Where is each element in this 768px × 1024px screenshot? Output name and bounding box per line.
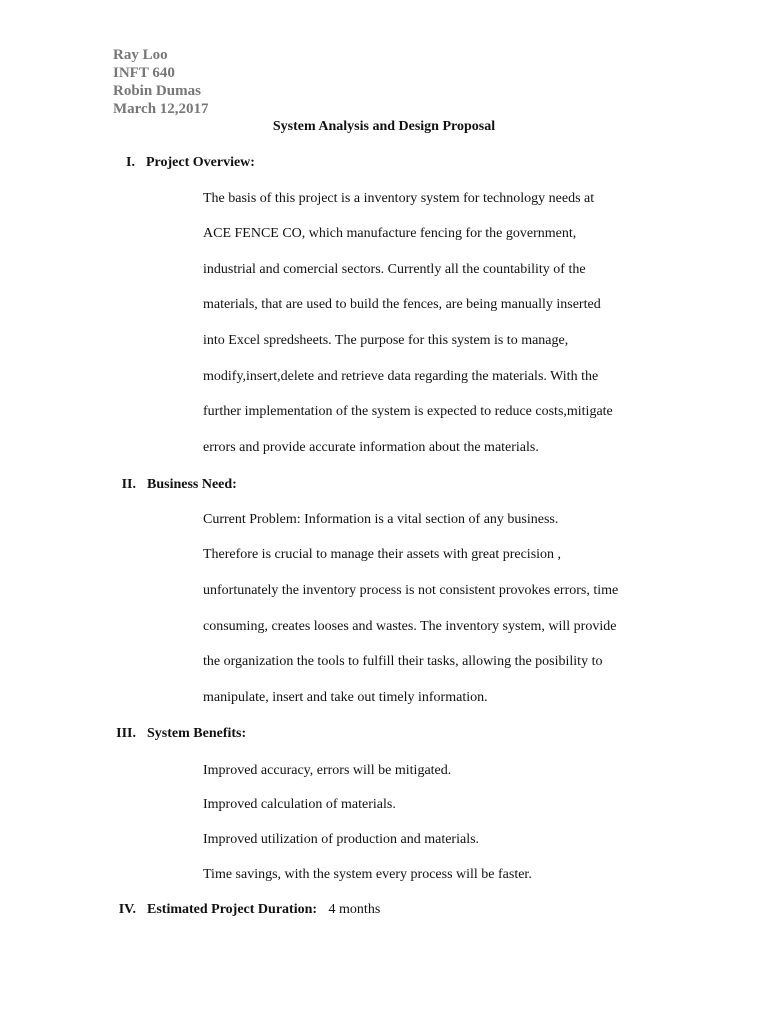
- section-heading-project-overview: [126, 155, 255, 171]
- section-title: Estimated Project Duration:: [147, 902, 318, 917]
- author-name: Ray Loo: [113, 47, 168, 63]
- paragraph-line: the organization the tools to fulfill their tasks, allowing the posibility to: [203, 654, 603, 669]
- section-numeral: I.: [126, 155, 135, 170]
- paragraph-line: further implementation of the system is expected to reduce costs,mitigate: [203, 404, 613, 419]
- section-numeral: II.: [121, 477, 136, 492]
- paragraph-line: The basis of this project is a inventory system for technology needs at: [203, 191, 595, 206]
- paragraph-line: Therefore is crucial to manage their assets with great precision ,: [203, 547, 562, 562]
- benefit-item: Improved accuracy, errors will be mitigated.: [203, 763, 452, 778]
- benefit-item: Improved utilization of production and materials.: [203, 832, 480, 847]
- header-block: [113, 46, 209, 118]
- section-numeral: IV.: [118, 902, 136, 917]
- paragraph-line: modify,insert,delete and retrieve data regarding the materials. With the: [203, 369, 599, 384]
- section-title: System Benefits:: [147, 726, 247, 741]
- paragraph-line: into Excel spredsheets. The purpose for this system is to manage,: [203, 333, 569, 348]
- paragraph-line: manipulate, insert and take out timely information.: [203, 690, 488, 705]
- paragraph-line: errors and provide accurate information about the materials.: [203, 440, 539, 455]
- document-date: March 12,2017: [113, 101, 209, 117]
- section-heading-system-benefits: [116, 726, 247, 742]
- paragraph-line: materials, that are used to build the fences, are being manually inserted: [203, 297, 601, 312]
- section-title: Project Overview:: [146, 155, 255, 170]
- section-heading-project-duration: [118, 902, 381, 918]
- benefit-item: Improved calculation of materials.: [203, 797, 396, 812]
- paragraph-line: ACE FENCE CO, which manufacture fencing for the government,: [203, 226, 577, 241]
- section-numeral: III.: [116, 726, 136, 741]
- project-duration-value: 4 months: [328, 902, 381, 917]
- benefit-item: Time savings, with the system every process will be faster.: [203, 867, 532, 882]
- document-title: System Analysis and Design Proposal: [272, 119, 496, 134]
- paragraph-line: Current Problem: Information is a vital section of any business.: [203, 512, 559, 527]
- paragraph-line: consuming, creates looses and wastes. The inventory system, will provide: [203, 619, 617, 634]
- course-code: INFT 640: [113, 65, 175, 81]
- paragraph-line: unfortunately the inventory process is not consistent provokes errors, time: [203, 583, 619, 598]
- paragraph-line: industrial and comercial sectors. Currently all the countability of the: [203, 262, 586, 277]
- section-title: Business Need:: [147, 477, 237, 492]
- instructor-name: Robin Dumas: [113, 83, 201, 99]
- section-heading-business-need: [121, 477, 237, 493]
